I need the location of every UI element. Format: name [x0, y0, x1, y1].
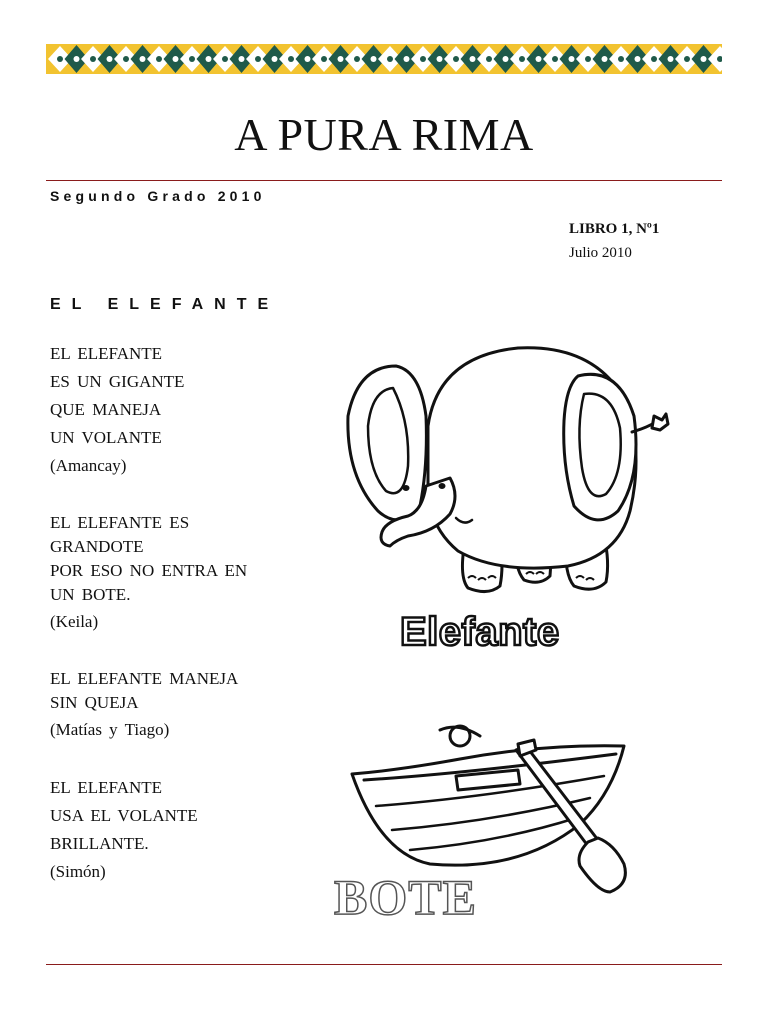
poem-line: EL ELEFANTE ES: [50, 513, 190, 532]
diamond-dot: [107, 56, 113, 62]
diamond-dot: [552, 56, 558, 62]
diamond-dot: [173, 56, 179, 62]
diamond-dot: [305, 56, 311, 62]
diamond-dot: [635, 56, 641, 62]
issue-number: LIBRO 1, Nº1: [569, 221, 660, 237]
poem-line: EL ELEFANTE: [50, 344, 163, 363]
diamond-dot: [239, 56, 245, 62]
diamond-dot: [437, 56, 443, 62]
poem-line: UN BOTE.: [50, 585, 131, 604]
diamond-dot: [420, 56, 426, 62]
poem-line: BRILLANTE.: [50, 834, 149, 853]
diamond-dot: [338, 56, 344, 62]
diamond-dot: [57, 56, 63, 62]
diamond-pattern: [46, 44, 722, 74]
diamond-dot: [453, 56, 459, 62]
diamond-dot: [222, 56, 228, 62]
diamond-dot: [470, 56, 476, 62]
diamond-dot: [701, 56, 707, 62]
diamond-dot: [651, 56, 657, 62]
diamond-dot: [618, 56, 624, 62]
elephant-illustration: [338, 336, 678, 606]
poem-line: ES UN GIGANTE: [50, 372, 185, 391]
divider-top: [46, 180, 722, 181]
diamond-dot: [486, 56, 492, 62]
diamond-dot: [189, 56, 195, 62]
poem-line: EL ELEFANTE MANEJA: [50, 669, 239, 688]
poem-line: UN VOLANTE: [50, 428, 162, 447]
elephant-caption: Elefante: [400, 610, 560, 654]
boat-illustration: [340, 714, 640, 894]
diamond-dot: [123, 56, 129, 62]
diamond-dot: [668, 56, 674, 62]
diamond-dot: [536, 56, 542, 62]
diamond-dot: [602, 56, 608, 62]
diamond-dot: [206, 56, 212, 62]
diamond-dot: [321, 56, 327, 62]
boat-caption: BOTE: [334, 869, 477, 925]
diamond-dot: [569, 56, 575, 62]
issue-info: [569, 217, 659, 265]
diamond-dot: [404, 56, 410, 62]
diamond-dot: [90, 56, 96, 62]
divider-bottom: [46, 964, 722, 965]
diamond-dot: [74, 56, 80, 62]
grade-label: Segundo Grado 2010: [50, 188, 266, 204]
diamond-dot: [519, 56, 525, 62]
diamond-dot: [288, 56, 294, 62]
diamond-dot: [354, 56, 360, 62]
poem-line: GRANDOTE: [50, 537, 144, 556]
poem-line: QUE MANEJA: [50, 400, 162, 419]
poem-line: SIN QUEJA: [50, 693, 139, 712]
poem-author: (Keila): [50, 612, 99, 631]
diamond-dot: [156, 56, 162, 62]
poem-author: (Matías y Tiago): [50, 720, 170, 739]
poem-author: (Simón): [50, 862, 106, 881]
newsletter-title: A PURA RIMA: [234, 109, 534, 160]
decorative-border-band: [46, 44, 722, 74]
diamond-dot: [371, 56, 377, 62]
diamond-dot: [140, 56, 146, 62]
issue-date: Julio 2010: [569, 245, 632, 261]
poem-line: EL ELEFANTE: [50, 778, 163, 797]
stanza-3: [50, 668, 306, 744]
diamond-dot: [387, 56, 393, 62]
poem-line: USA EL VOLANTE: [50, 806, 198, 825]
section-heading: EL ELEFANTE: [50, 296, 280, 313]
stanza-1: [50, 340, 306, 480]
poem-line: POR ESO NO ENTRA EN: [50, 561, 248, 580]
stanza-2: [50, 512, 306, 636]
diamond-dot: [585, 56, 591, 62]
poem-author: (Amancay): [50, 456, 127, 475]
diamond-dot: [272, 56, 278, 62]
diamond-dot: [684, 56, 690, 62]
stanza-4: [50, 774, 306, 886]
diamond-dot: [255, 56, 261, 62]
diamond-dot: [503, 56, 509, 62]
